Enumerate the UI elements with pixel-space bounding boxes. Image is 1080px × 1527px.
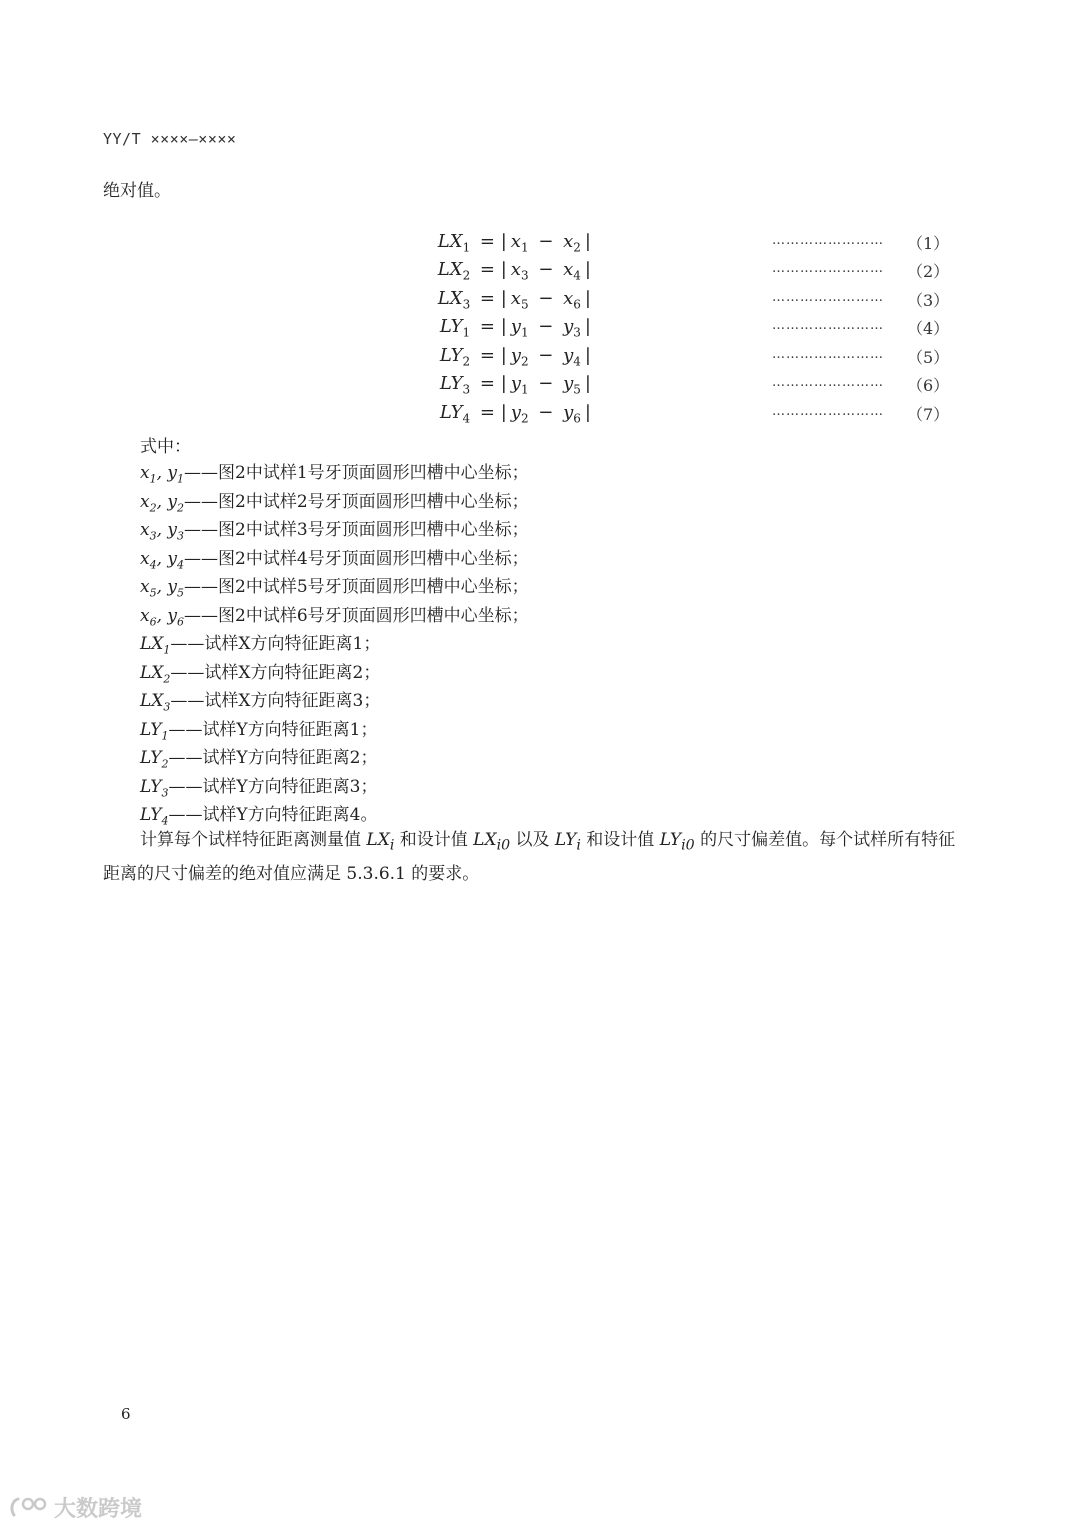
where-label: 式中： (140, 437, 191, 457)
definition-text: ——图2中试样4号牙顶面圆形凹槽中心坐标； (184, 548, 529, 569)
definition-symbol: $x_5$, $y_5$ (140, 577, 185, 600)
page-number: 6 (121, 1405, 131, 1423)
definition-symbol: $LX_2$ (140, 662, 171, 685)
definition-item (140, 658, 380, 686)
definition-item (140, 629, 380, 657)
equation-formula: $LY_2$ = | $y_2 - y_4$ | (439, 345, 591, 369)
standard-code: YY/T ××××—×××× (103, 130, 237, 148)
equation-formula: $LX_1$ = | $x_1 - x_2$ | (437, 231, 591, 255)
watermark (8, 1492, 142, 1523)
equation-formula: $LX_3$ = | $x_5 - x_6$ | (437, 288, 591, 312)
definition-text: ——试样X方向特征距离3； (170, 691, 381, 711)
equation-row (0, 259, 1080, 287)
equation-formula: $LX_2$ = | $x_3 - x_4$ | (437, 259, 591, 283)
definition-symbol: $LY_2$ (140, 748, 169, 771)
definition-text: ——图2中试样1号牙顶面圆形凹槽中心坐标； (184, 463, 529, 483)
definition-item (140, 458, 529, 486)
equation-leader-dots: …………………… (772, 318, 884, 333)
equation-number: （1） (907, 234, 950, 253)
definition-symbol: $LY_4$ (140, 805, 169, 828)
equation-formula: $LY_1$ = | $y_1 - y_3$ | (439, 316, 591, 340)
definition-symbol: $x_6$, $y_6$ (140, 605, 185, 628)
equation-leader-dots: …………………… (772, 290, 884, 305)
definition-symbol: $x_3$, $y_3$ (140, 520, 185, 543)
symbol-lyi0: $LY_{i0}$ (659, 830, 695, 854)
definition-text: ——图2中试样5号牙顶面圆形凹槽中心坐标； (184, 577, 529, 597)
definition-item (140, 772, 377, 800)
equation-row (0, 345, 1080, 373)
equation-leader-dots: …………………… (772, 404, 884, 419)
equation-formula: $LY_3$ = | $y_1 - y_5$ | (439, 373, 591, 397)
definition-item (140, 686, 380, 714)
intro-text: 绝对值。 (103, 181, 171, 201)
definition-item (140, 743, 377, 771)
para-text-3: 以及 (510, 830, 555, 850)
equation-leader-dots: …………………… (772, 261, 884, 276)
definition-item (140, 515, 529, 543)
equation-number: （3） (907, 291, 950, 310)
definition-item (140, 715, 377, 743)
definition-symbol: $LY_1$ (140, 719, 169, 742)
definition-symbol: $LX_3$ (140, 691, 171, 714)
para-text-5: 的尺寸偏差值。每个试样所有特征距离的尺寸偏差的绝对值应满足 5.3.6.1 的要求。 (103, 830, 956, 885)
equation-number: （2） (907, 262, 950, 281)
definition-item (140, 800, 377, 828)
definition-symbol: $x_1$, $y_1$ (140, 463, 185, 486)
definition-symbol: $LY_3$ (140, 776, 169, 799)
equation-row (0, 316, 1080, 344)
equation-number: （5） (907, 348, 950, 367)
definition-text: ——试样X方向特征距离2； (170, 662, 381, 683)
symbol-lxi0: $LX_{i0}$ (473, 830, 511, 854)
symbol-lyi: $LY_i$ (554, 830, 581, 854)
definition-symbol: $x_4$, $y_4$ (140, 548, 185, 571)
equation-leader-dots: …………………… (772, 375, 884, 390)
definition-text: ——试样Y方向特征距离4。 (168, 805, 378, 825)
definition-text: ——图2中试样2号牙顶面圆形凹槽中心坐标； (184, 491, 529, 512)
equation-number: （6） (907, 376, 950, 395)
equation-number: （7） (907, 405, 950, 424)
watermark-logo-icon (8, 1495, 50, 1521)
para-text-1: 计算每个试样特征距离测量值 (140, 830, 367, 850)
equation-leader-dots: …………………… (772, 347, 884, 362)
symbol-lxi: $LX_i$ (366, 830, 395, 854)
definition-item (140, 544, 529, 572)
definition-text: ——试样X方向特征距离1； (170, 634, 381, 654)
equation-number: （4） (907, 319, 950, 338)
definition-text: ——试样Y方向特征距离2； (168, 748, 378, 768)
equation-leader-dots: …………………… (772, 233, 884, 248)
definition-item (140, 601, 529, 629)
definition-symbol: $LX_1$ (140, 634, 171, 657)
definition-text: ——图2中试样3号牙顶面圆形凹槽中心坐标； (184, 520, 529, 540)
definition-item (140, 487, 529, 515)
equation-formula: $LY_4$ = | $y_2 - y_6$ | (439, 402, 591, 426)
equation-row (0, 231, 1080, 259)
watermark-text: 大数跨境 (54, 1497, 143, 1522)
definition-text: ——试样Y方向特征距离1； (168, 719, 378, 740)
para-text-4: 和设计值 (580, 830, 660, 850)
para-text-2: 和设计值 (394, 830, 474, 850)
equation-row (0, 402, 1080, 430)
definition-text: ——试样Y方向特征距离3； (168, 776, 378, 797)
definition-symbol: $x_2$, $y_2$ (140, 491, 185, 514)
definition-text: ——图2中试样6号牙顶面圆形凹槽中心坐标； (184, 605, 529, 626)
equation-row (0, 373, 1080, 401)
equation-row (0, 288, 1080, 316)
definition-item (140, 572, 529, 600)
requirement-paragraph (103, 826, 963, 889)
